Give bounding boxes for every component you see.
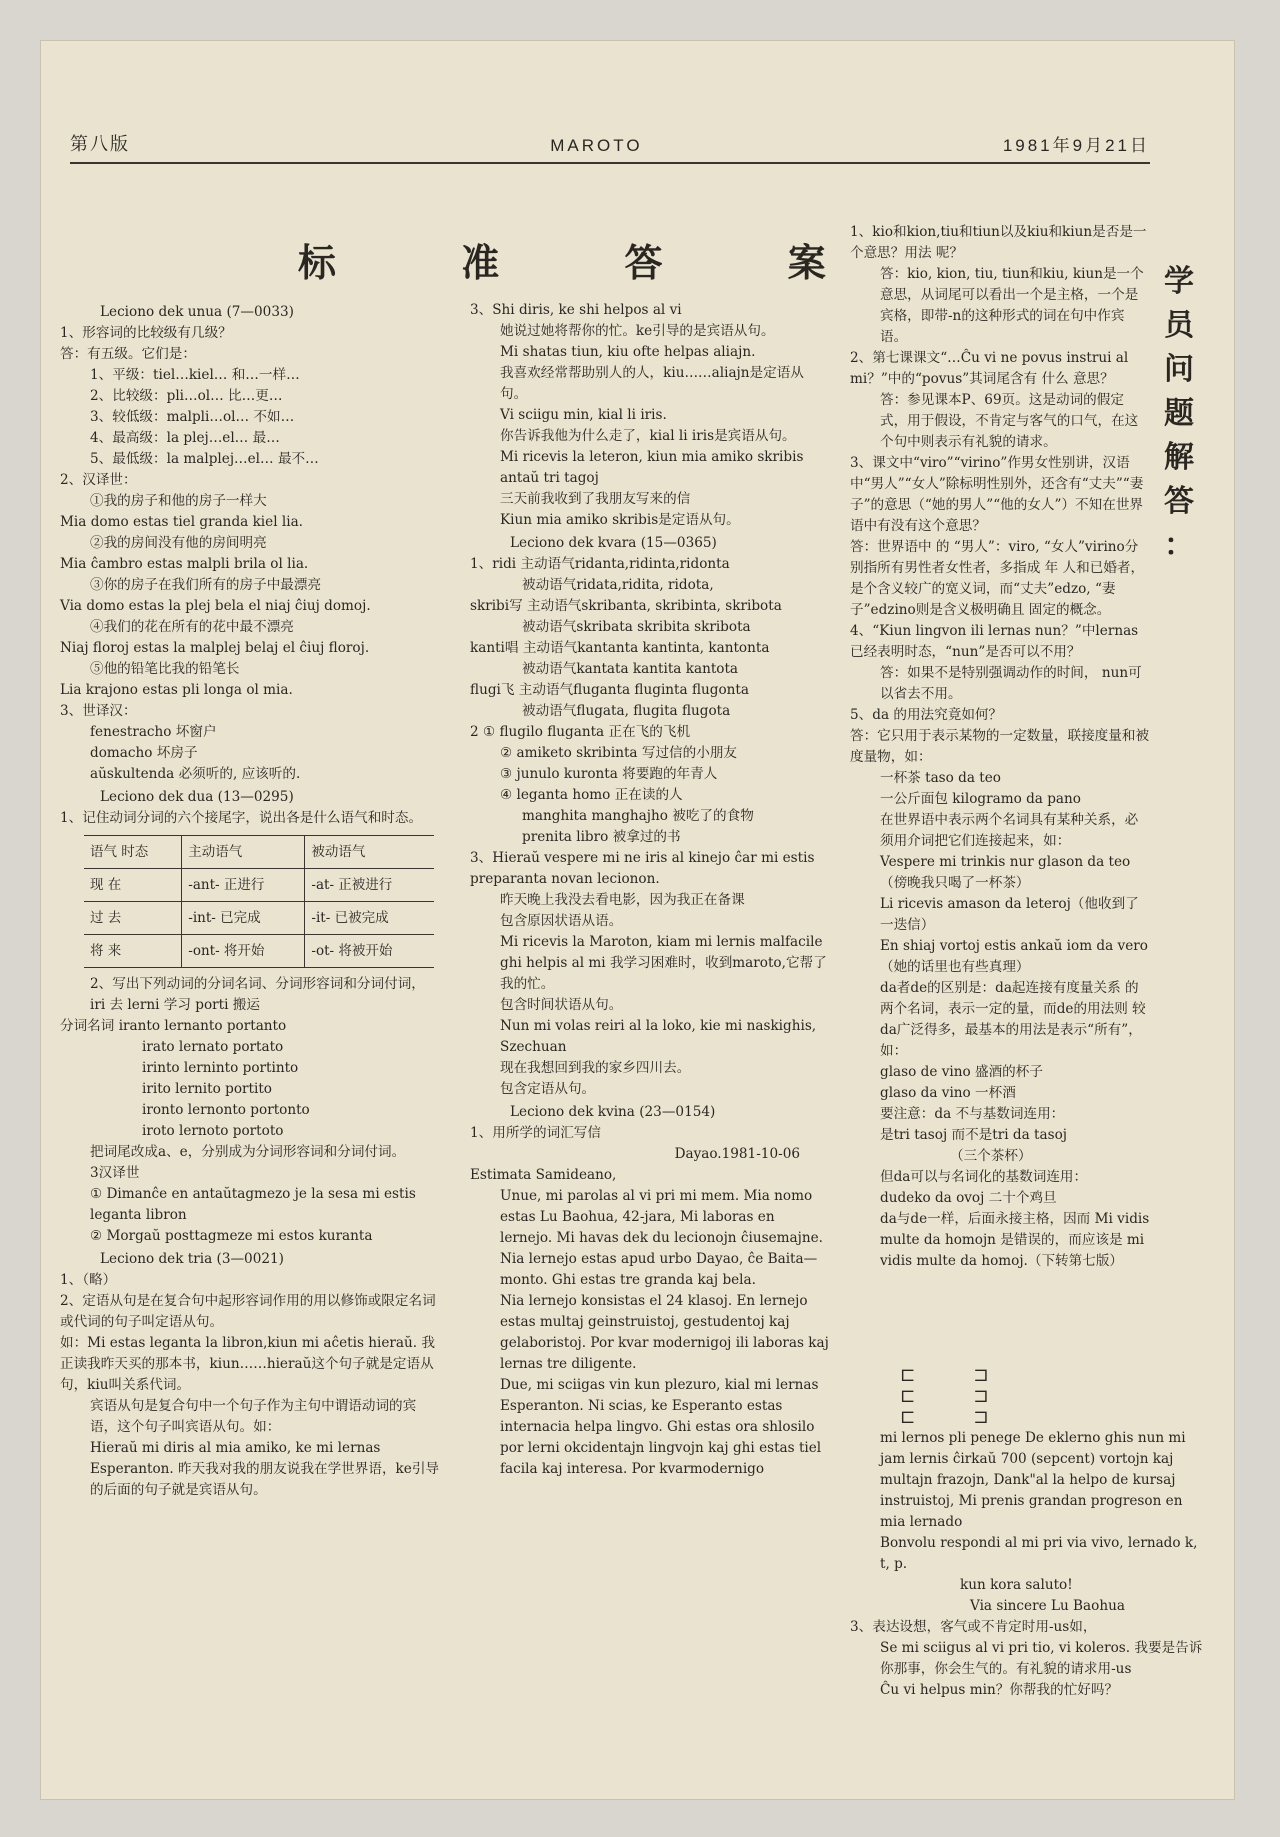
side-title-char: 题 (1164, 396, 1194, 431)
text-line: aŭskultenda 必须听的, 应该听的. (90, 766, 301, 782)
text-line: 现在我想回到我的家乡四川去。 (500, 1060, 691, 1076)
question: 3、课文中“viro”“virino”作男女性别讲，汉语中“男人”“女人”除标明性别外，还含有“丈夫”“妻子”的意思（“她的男人”“他的女人”）不知在世界语中有没有这个意思？ (850, 455, 1144, 534)
side-title-char: ： (1164, 528, 1194, 563)
side-title-char: 答 (1164, 484, 1194, 519)
table-cell: -int- 已完成 (182, 902, 305, 935)
text-line: flugi飞 主动语气fluganta fluginta flugonta (470, 682, 749, 698)
page-number: 第八版 (70, 134, 130, 154)
text-line: 1、记住动词分词的六个接尾字，说出各是什么语气和时态。 (60, 810, 423, 826)
text-line: iroto lernoto portoto (142, 1123, 284, 1139)
table-cell: -ot- 将被开始 (305, 935, 434, 968)
text-line: 昨天晚上我没去看电影，因为我正在备课 (500, 892, 745, 908)
text-line: irinto lerninto portinto (142, 1060, 299, 1076)
side-title (1160, 260, 1198, 568)
column-3 (850, 222, 1150, 1272)
answer: 答：参见课本P、69页。这是动词的假定式，用于假设，不肯定与客气的口气，在这个句中则表示有礼貌的请求。 (880, 392, 1139, 450)
side-title-char: 解 (1164, 440, 1194, 475)
text-line: ⑤他的铅笔比我的铅笔长 (90, 661, 240, 677)
table-cell: 主动语气 (182, 836, 305, 869)
side-title-char: 员 (1164, 308, 1194, 343)
issue-date: 1981年9月21日 (1002, 136, 1150, 155)
text-line: glaso de vino 盛酒的杯子 (880, 1064, 1043, 1080)
text-line: 2 ① flugilo fluganta 正在飞的飞机 (470, 724, 691, 740)
lesson-heading: Leciono dek tria (3—0021) (100, 1251, 284, 1267)
text-line: 如：Mi estas leganta la libron,kiun mi aĉetis hieraŭ. 我正读我昨天买的那本书，kiun……hieraŭ这个句子就是定语从句，kiu叫关系代词。 (60, 1335, 436, 1393)
paper-name: MAROTO (550, 136, 643, 155)
answer: 答：有五级。它们是： (60, 346, 196, 362)
participle-table (84, 835, 434, 968)
text-line: ① Dimanĉe en antaŭtagmezo je la sesa mi estis leganta libron (90, 1186, 416, 1223)
text-line: Mi shatas tiun, kiu ofte helpas aliajn. (500, 344, 756, 360)
text-line: 5、最低级：la malplej…el… 最不… (90, 451, 319, 467)
text-line: Due, mi sciigas vin kun plezuro, kial mi lernas Esperanton. Ni scias, ke Esperanto estas internacia helpa lingvo. Ghi estas ora shlosilo por lerni okcidentajn lingvojn kaj ghi estas tiel facila kaj interesa. Por kvarmodernigo (500, 1377, 822, 1477)
text-line: 把词尾改成a、e，分别成为分词形容词和分词付词。 (90, 1144, 406, 1160)
text-line: 她说过她将帮你的忙。ke引导的是宾语从句。 (500, 323, 775, 339)
text-line: 2、定语从句是在复合句中起形容词作用的用以修饰或限定名词或代词的句子叫定语从句。 (60, 1293, 436, 1330)
text-line: da者de的区别是：da起连接有度量关系 的两个名词，表示一定的量，而de的用法则 较 da广泛得多，最基本的用法是表示“所有”，如： (880, 980, 1146, 1059)
text-line: skribi写 主动语气skribanta, skribinta, skribota (470, 598, 782, 614)
answer: 答：kio, kion, tiu, tiun和kiu, kiun是一个意思，从词尾可以看出一个是主格，一个是宾格，即带-n的这种形式的词在句中作宾语。 (880, 266, 1144, 345)
text-line: ② Morgaŭ posttagmeze mi estos kuranta (90, 1228, 373, 1244)
text-line: 3、Shi diris, ke shi helpos al vi (470, 302, 682, 318)
table-cell: 语气 时态 (84, 836, 182, 869)
section-divider-ornament: ⊏⊐ ⊏⊐ ⊏⊐ (900, 1365, 1047, 1428)
text-line: iri 去 lerni 学习 porti 搬运 (90, 997, 260, 1013)
column-3-bottom (850, 1365, 1205, 1701)
lesson-heading: Leciono dek kvina (23—0154) (510, 1104, 716, 1120)
text-line: 要注意：da 不与基数词连用： (880, 1106, 1065, 1122)
text-line: mi lernos pli penege De eklerno ghis nun mi jam lernis ĉirkaŭ 700 (sepcent) vortojn kaj multajn frazojn, Dank"al la helpo de kursaj instruistoj, Mi prenis grandan progreson en mia lernado (880, 1430, 1186, 1530)
side-title-char: 问 (1164, 352, 1194, 387)
lesson-heading: Leciono dek kvara (15—0365) (510, 535, 717, 551)
answer: 答：它只用于表示某物的一定数量，联接度量和被度量物，如： (850, 728, 1150, 765)
answer: 答：如果不是特别强调动作的时间， nun可以省去不用。 (880, 665, 1142, 702)
text-line: ③ junulo kuronta 将要跑的年青人 (500, 766, 718, 782)
text-line: 3、世译汉： (60, 703, 137, 719)
text-line: Mia domo estas tiel granda kiel lia. (60, 514, 303, 530)
text-line: Lia krajono estas pli longa ol mia. (60, 682, 293, 698)
text-line: 4、最高级：la plej…el… 最… (90, 430, 280, 446)
text-line: 三天前我收到了我朋友写来的信 (500, 491, 691, 507)
masthead (70, 130, 1150, 156)
text-line: ③你的房子在我们所有的房子中最漂亮 (90, 577, 322, 593)
table-cell: 将 来 (84, 935, 182, 968)
text-line: Estimata Samideano, (470, 1167, 617, 1183)
text-line: 2、比较级：pli…ol… 比…更… (90, 388, 283, 404)
text-line: 一公斤面包 kilogramo da pano (880, 791, 1081, 807)
text-line: 3汉译世 (90, 1165, 140, 1181)
text-line: irato lernato portato (142, 1039, 284, 1055)
text-line: 包含定语从句。 (500, 1081, 596, 1097)
table-cell: -at- 正被进行 (305, 869, 434, 902)
table-row (84, 869, 434, 902)
text-line: 1、（略） (60, 1272, 117, 1288)
text-line: 1、用所学的词汇写信 (470, 1125, 601, 1141)
text-line: 被动语气flugata, flugita flugota (522, 703, 731, 719)
text-line: 你告诉我他为什么走了，kial li iris是宾语从句。 (500, 428, 796, 444)
table-cell: -it- 已被完成 (305, 902, 434, 935)
lesson-heading: Leciono dek dua (13—0295) (100, 789, 294, 805)
text-line: Vi sciigu min, kial li iris. (500, 407, 667, 423)
text-line: ② amiketo skribinta 写过信的小朋友 (500, 745, 738, 761)
column-2 (470, 300, 830, 1480)
text-line: 分词名词 iranto lernanto portanto (60, 1018, 287, 1034)
side-title-char: 学 (1164, 264, 1194, 299)
text-line: Niaj floroj estas la malplej belaj el ĉiuj floroj. (60, 640, 370, 656)
letter-date: Dayao.1981-10-06 (674, 1146, 800, 1162)
text-line: glaso da vino 一杯酒 (880, 1085, 1016, 1101)
text-line: prenita libro 被拿过的书 (522, 829, 681, 845)
text-line: 被动语气kantata kantita kantota (522, 661, 739, 677)
text-line: Li ricevis amason da leteroj（他收到了一迭信） (880, 896, 1139, 933)
text-line: Vespere mi trinkis nur glason da teo（傍晚我只喝了一杯茶） (880, 854, 1131, 891)
question: 4、“Kiun lingvon ili lernas nun？”中lernas已经表明时态，“nun”是否可以不用？ (850, 623, 1139, 660)
text-line: Mi ricevis la leteron, kiun mia amiko skribis antaŭ tri tagoj (500, 449, 804, 486)
text-line: En shiaj vortoj estis ankaŭ iom da vero（她的话里也有些真理） (880, 938, 1148, 975)
text-line: Hieraŭ mi diris al mia amiko, ke mi lernas Esperanton. 昨天我对我的朋友说我在学世界语，ke引导的后面的句子就是宾语从句。 (90, 1440, 440, 1498)
text-line: 在世界语中表示两个名词具有某种关系，必须用介词把它们连接起来，如： (880, 812, 1139, 849)
text-line: 2、汉译世： (60, 472, 137, 488)
text-line: kanti唱 主动语气kantanta kantinta, kantonta (470, 640, 770, 656)
table-row (84, 902, 434, 935)
text-line: Mia ĉambro estas malpli brila ol lia. (60, 556, 309, 572)
question: 2、第七课课文“…Ĉu vi ne povus instrui al mi？”中的“povus”其词尾含有 什么 意思？ (850, 350, 1129, 387)
table-cell: 被动语气 (305, 836, 434, 869)
text-line: 包含原因状语从语。 (500, 913, 623, 929)
text-line: 被动语气ridata,ridita, ridota, (522, 577, 714, 593)
text-line: irito lernito portito (142, 1081, 272, 1097)
table-header-row (84, 836, 434, 869)
text-line: da与de一样，后面永接主格，因而 Mi vidis multe da homojn 是错误的，而应该是 mi vidis multe da homoj.（下转第七版） (880, 1211, 1150, 1269)
page-title: 标 准 答 案 (298, 240, 882, 285)
text-line: Mi ricevis la Maroton, kiam mi lernis malfacile ghi helpis al mi 我学习困难时，收到maroto,它帮了我的忙。 (500, 934, 827, 992)
text-line: 3、较低级：malpli…ol… 不如… (90, 409, 295, 425)
text-line: 被动语气skribata skribita skribota (522, 619, 751, 635)
question: 5、da 的用法究竟如何？ (850, 707, 1003, 723)
text-line: Kiun mia amiko skribis是定语从句。 (500, 512, 740, 528)
text-line: 3、Hieraŭ vespere mi ne iris al kinejo ĉar mi estis preparanta novan lecionon. (470, 850, 815, 887)
text-line: ①我的房子和他的房子一样大 (90, 493, 267, 509)
text-line: 1、平级：tiel…kiel… 和…一样… (90, 367, 300, 383)
text-line: manghita manghajho 被吃了的食物 (522, 808, 754, 824)
table-cell: 现 在 (84, 869, 182, 902)
text-line: 宾语从句是复合句中一个句子作为主句中谓语动词的宾语，这个句子叫宾语从句。如： (90, 1398, 417, 1435)
text-line: Nia lernejo estas apud urbo Dayao, ĉe Baita—monto. Ghi estas tre granda kaj bela. (500, 1251, 818, 1288)
text-line: 我喜欢经常帮助别人的人，kiu……aliajn是定语从句。 (500, 365, 804, 402)
text-line: Bonvolu respondi al mi pri via vivo, lernado k, t, p. (880, 1535, 1198, 1572)
text-line: fenestracho 坏窗户 (90, 724, 217, 740)
text-line: 3、表达设想，客气或不肯定时用-us如， (850, 1619, 1097, 1635)
text-line: Nun mi volas reiri al la loko, kie mi naskighis, Szechuan (500, 1018, 817, 1055)
text-line: Unue, mi parolas al vi pri mi mem. Mia nomo estas Lu Baohua, 42-jara, Mi laboras en lernejo. Mi havas dek du lecionojn ĉiusemajne. (500, 1188, 823, 1246)
signature: Via sincere Lu Baohua (970, 1598, 1125, 1614)
text-line: domacho 坏房子 (90, 745, 198, 761)
text-line: 1、ridi 主动语气ridanta,ridinta,ridonta (470, 556, 730, 572)
text-line: ②我的房间没有他的房间明亮 (90, 535, 267, 551)
text-line: 2、写出下列动词的分词名词、分词形容词和分词付词， (90, 976, 425, 992)
text-line: ④我们的花在所有的花中最不漂亮 (90, 619, 294, 635)
table-cell: 过 去 (84, 902, 182, 935)
text-line: Nia lernejo konsistas el 24 klasoj. En lernejo estas multaj geinstruistoj, gestudentoj kaj gelaboristoj. Por kvar modernigoj ili laboras kaj lernas tre diligente. (500, 1293, 829, 1372)
text-line: Se mi sciigus al vi pri tio, vi koleros. 我要是告诉你那事，你会生气的。有礼貌的请求用-us (880, 1640, 1203, 1677)
text-line: 一杯茶 taso da teo (880, 770, 1001, 786)
table-cell: -ont- 将开始 (182, 935, 305, 968)
text-line: Ĉu vi helpus min？你帮我的忙好吗？ (880, 1682, 1119, 1698)
text-line: dudeko da ovoj 二十个鸡旦 (880, 1190, 1057, 1206)
text-line: ④ leganta homo 正在读的人 (500, 787, 683, 803)
question: 1、kio和kion,tiu和tiun以及kiu和kiun是否是一个意思？用法 呢？ (850, 224, 1147, 261)
text-line: Via domo estas la plej bela el niaj ĉiuj domoj. (60, 598, 371, 614)
masthead-rule (70, 162, 1150, 164)
question: 1、形容词的比较级有几级？ (60, 325, 232, 341)
text-line: 是tri tasoj 而不是tri da tasoj (880, 1127, 1067, 1143)
table-row (84, 935, 434, 968)
text-line: 包含时间状语从句。 (500, 997, 623, 1013)
answer: 答：世界语中 的 “男人”：viro, “女人”virino分别指所有男性者女性者，多指成 年 人和已婚者，是个含义较广的宽义词，而“丈夫”edzo, “妻子”edzino则是含义极明确且 固定的概念。 (850, 539, 1145, 618)
text-line: （三个茶杯） (950, 1148, 1032, 1164)
column-1 (60, 300, 440, 1501)
closing: kun kora saluto! (960, 1577, 1073, 1593)
table-cell: -ant- 正进行 (182, 869, 305, 902)
text-line: ironto lernonto portonto (142, 1102, 310, 1118)
lesson-heading: Leciono dek unua (7—0033) (100, 304, 294, 320)
text-line: 但da可以与名词化的基数词连用： (880, 1169, 1088, 1185)
